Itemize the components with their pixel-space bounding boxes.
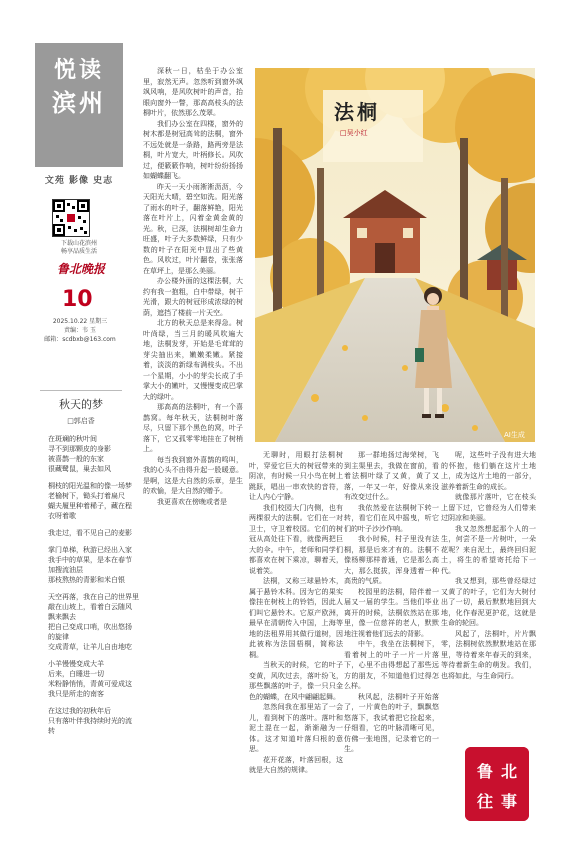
poem-line: 敲在山坡上，看着白云随风 [48, 603, 132, 611]
article-column-3 [344, 450, 439, 755]
article-paragraph: 中午，我坐在法桐树下，看着树上的叶子一片一片落下，心里不由得想起了那些远方的朋友，不知道他们过得怎么样。 [344, 640, 439, 690]
article-paragraph: 我依然爱在法桐树下转一转，看它们在风中摇曳，听它们的叶子沙沙作响。 [344, 503, 439, 533]
poem-stanza [48, 528, 134, 538]
article-paragraph: 校园里的法桐，陪伴着一届又一届的学生。当他们毕业离开的时候，法桐依然站在那里，像一位慈祥的老人，默默地注视着他们远去的背影。 [344, 587, 439, 638]
article-paragraph: 深秋一日，枯坐于办公室里，寂然无声。忽然听到窗外飒飒风响，是风吹树叶的声音，抬眼向窗外一瞥，那高高枝头的法桐叶片，依然那么茂翠。 [143, 67, 243, 117]
divider [40, 390, 122, 391]
poem-line: 飘来飘去 [48, 613, 76, 621]
poem-line: 交成青草，让羊儿自由地吃 [48, 643, 132, 651]
svg-text:北: 北 [500, 762, 518, 781]
article-paragraph: 花开花落，叶落回根，这就是大自然的规律。 [249, 755, 343, 774]
article-paragraph: 办公楼外面的这棵法桐，大约有我一抱粗，白中带绿，树干光滑，跟大的树冠形成浓绿的树荫，遮挡了楼前一片天空。 [143, 277, 243, 317]
issue-email: 邮箱：scdbxb@163.com [44, 336, 116, 343]
article-illustration [255, 68, 535, 442]
article-paragraph: 当秋天的时候，它的叶子变黄，风吹过去，落叶纷飞，那些飘落的叶子，像一只只金色的蝴蝶，在风中翩翩起舞。 [249, 661, 343, 701]
poem-line: 米粉静悄悄，青黄可爱成这 [48, 680, 132, 688]
article-paragraph: 那一群地扬过海荣树，飞到主渠里去，我做在窗前，看着法桐叶绿了又黄，黄了又落，一年又一年，好像从来没有改变过什么。 [344, 451, 439, 501]
poem-stanza [48, 706, 134, 736]
issue-editor: 责编：韦 玉 [64, 327, 96, 334]
article-paragraph: 每当我到窗外喜鹊的鸣叫，我的心头不由得升起一股暖意。是啊，这是大自然的乐章，是生的欢愉，是大自然的赠予。 [143, 455, 243, 495]
masthead-line-2: 滨州 [52, 89, 106, 117]
svg-text:事: 事 [500, 792, 518, 811]
poem-stanza [48, 545, 134, 585]
article-column-1 [143, 66, 243, 507]
poem-line: 那枝熬热的青影和米白银 [48, 576, 125, 584]
poem-line: 转 [48, 727, 55, 735]
qr-code[interactable] [52, 199, 90, 237]
poem-line: 小羊慢慢变成大羊 [48, 660, 104, 668]
masthead-line-1: 悦读 [53, 58, 104, 83]
poem-line: 老榆树下，锄头打着扁尺 [48, 492, 125, 500]
poem-line: 加搜流油层 [48, 566, 83, 574]
article-column-2 [249, 450, 343, 776]
article-paragraph: 风起了，法桐叶，片片飘零，法桐树依然默默地站在那里，等待着来年春天的到来，等待着新生命的萌发。我们，也将如此，与生命同行。 [441, 629, 536, 680]
article-title: 法桐 [334, 100, 380, 124]
article-paragraph: 呢，这些叶子没有进大地的怀抱，他们躺在这片土地上，成为这片土地的一部分，滋养着新生命的成长。 [441, 451, 536, 491]
poem-line: 在这过我的初秋年后 [48, 707, 111, 715]
poem-line: 很藏鹭鼠，巢去如风 [48, 465, 111, 473]
poem-line: 掌门单梯，秋游已经出入家 [48, 546, 132, 554]
issue-date: 2025.10.22 星期三 [52, 318, 108, 325]
poem-body [48, 434, 139, 743]
svg-text:鲁北晚报: 鲁北晚报 [56, 262, 106, 276]
column-seal [465, 747, 529, 821]
logo-graphic [44, 258, 118, 278]
article-paragraph: 就像那片落叶，它在枝头上留下过，它曾经为人们带来过阴凉和美丽。 [441, 493, 536, 522]
article-paragraph: 秋风起，法桐叶子开始落了，一片黄色的叶子，飘飘悠悠落下，我试着把它捡起来，仔细看，它的叶脉清晰可见，仿佛一张地图，记录着它的一生。 [344, 692, 439, 753]
poem-line: 我只是所走的南客 [48, 690, 104, 698]
poem-stanza [48, 659, 134, 699]
poem-stanza [48, 592, 139, 652]
poem-line: 后来，白睡进一切 [48, 670, 104, 678]
qr-caption-2: 畅享品质生活 [60, 248, 97, 255]
poem-line: 我走过，看不见自己的麦影 [48, 529, 132, 537]
ginkgo-scene-image [255, 68, 535, 442]
poem-line: 天空再落，我在自己的世界里 [48, 593, 139, 601]
article-paragraph: 法桐，又称三球悬铃木，属于悬铃木科。因为它的果实像挂在树枝上的铃铛，因此人们叫它悬铃木。它原产欧洲，最早在清朝传入中国，上海等地的法租界用其做行道树，因此被称为法国梧桐，简称法桐。 [249, 577, 343, 659]
section-subtitle: 文苑 影像 史志 [44, 176, 114, 186]
article-paragraph: 我小时候，村子里没有法桐，那是后来才有的。法桐不像杨柳那样普通，它是那么高大，那么挺拔，浑身透着一种高贵的气质。 [344, 535, 439, 585]
article-paragraph: 北方的秋天总是来得急。树叶尚绿，当三月的暖风吹遍大地，法桐发芽，开始是毛茸茸的芽尖抽出来，嫩嫩柔嫩。紧接着，淡淡的新绿布满枝头。不出一个星期，小小的芽尖长成了手掌大小的嫩叶，又慢慢变成巴掌大的绿叶。 [143, 319, 243, 401]
poem-line: 我手中的草果，是本在春节 [48, 556, 132, 564]
ai-generated-note: AI生成 [504, 431, 525, 439]
article-paragraph: 我又忽然想起那个人的一生，何尝不是一片树叶，一朵花呢？来自泥土，最终回归泥土，将生的希望寄托给下一代。 [441, 524, 536, 575]
article-paragraph: 我更喜欢在傍晚或者是 [157, 497, 227, 506]
article-paragraph: 我们办公室在四楼，窗外的树木都是树冠高耸的法桐，窗外不远处就是一条路，路两旁是法桐，叶片宽大，叶柄修长。风吹过，便簌簌作响，树叶纷纷扬扬如蝴蝶翻飞。 [143, 119, 243, 180]
poem-stanza [48, 481, 134, 521]
article-paragraph: 那高高的法桐叶，有一个喜鹊窝。每年秋天，法桐树叶落尽，只留下那个黑色的窝，叶子落下，它又孤零零地挂在了树梢上。 [143, 403, 243, 453]
svg-text:鲁: 鲁 [476, 762, 494, 781]
qr-code-graphic [53, 200, 89, 236]
poem-line: 把自己变成口哨，吹出悠扬 [48, 623, 132, 631]
poem-line: 衣呀着歌 [48, 512, 76, 520]
qr-caption-1: 下载山花滨州 [60, 240, 97, 247]
poem-title: 秋天的梦 [59, 398, 103, 411]
article-column-4 [441, 450, 536, 681]
article-paragraph: 无聊时，用眼打法桐树叶，穿爱它巨大的树冠带来的阴凉，有时候一只小鸟在树上跳跃，唱出一串欢快的音符，让人内心宁静。 [249, 451, 343, 501]
masthead [35, 43, 123, 167]
article-paragraph: 我又想到，那些曾经绿过又黄了的叶子，它们为大树付出了一切，最后默默地回到大地，化作春泥更护花，这就是生命的轮回。 [441, 577, 536, 627]
poem-line: 只有落叶伴我持续时光的流 [48, 717, 132, 725]
newspaper-logo [44, 258, 118, 278]
poem-line: 蝴夫履里种着稀子，藏在程 [48, 502, 132, 510]
svg-text:往: 往 [476, 792, 494, 811]
seal-graphic [465, 747, 529, 821]
poem-line: 的旋律 [48, 633, 69, 641]
poem-line: 桐枝的阳光温和的像一场梦 [48, 482, 132, 490]
poem-line: 在斑斓的秋叶间 [48, 435, 97, 443]
poem-stanza [48, 434, 134, 474]
poem-line: 被喜鹊一般的东家 [48, 455, 104, 463]
article-paragraph: 昨天一天小雨淅淅沥沥，今天阳光大晴，碧空如洗。阳光落了雨水的叶子，翻落鲜艳，阳光落在叶片上，闪着金黄金黄的光。秋，已深，法桐树却生命力旺盛，叶子大多数鲜绿，只有少数的叶子在阳光中显出了些黄色。风吹过，叶片翻卷，张张落在草坪上，是那么美丽。 [143, 182, 243, 275]
poem-line: 寻不到那颗皮的身影 [48, 445, 111, 453]
page-number: 10 [62, 287, 93, 312]
article-paragraph: 忽然间我在那里站了一会儿，看到树下的落叶。落叶和泥土混在一起，渐渐融为一体。这才知道叶落归根的意思。 [249, 703, 343, 753]
article-paragraph: 我们校园大门内侧，也有两棵很大的法桐。它们在一对卫士，守卫着校园。它们的树冠从高处往下看，就像两把巨大的伞。中午，老师和同学们都喜欢在树下乘凉，聊着天，说着笑。 [249, 503, 343, 575]
article-author: □吴小红 [340, 129, 368, 137]
poem-author: □郭启香 [67, 417, 95, 425]
